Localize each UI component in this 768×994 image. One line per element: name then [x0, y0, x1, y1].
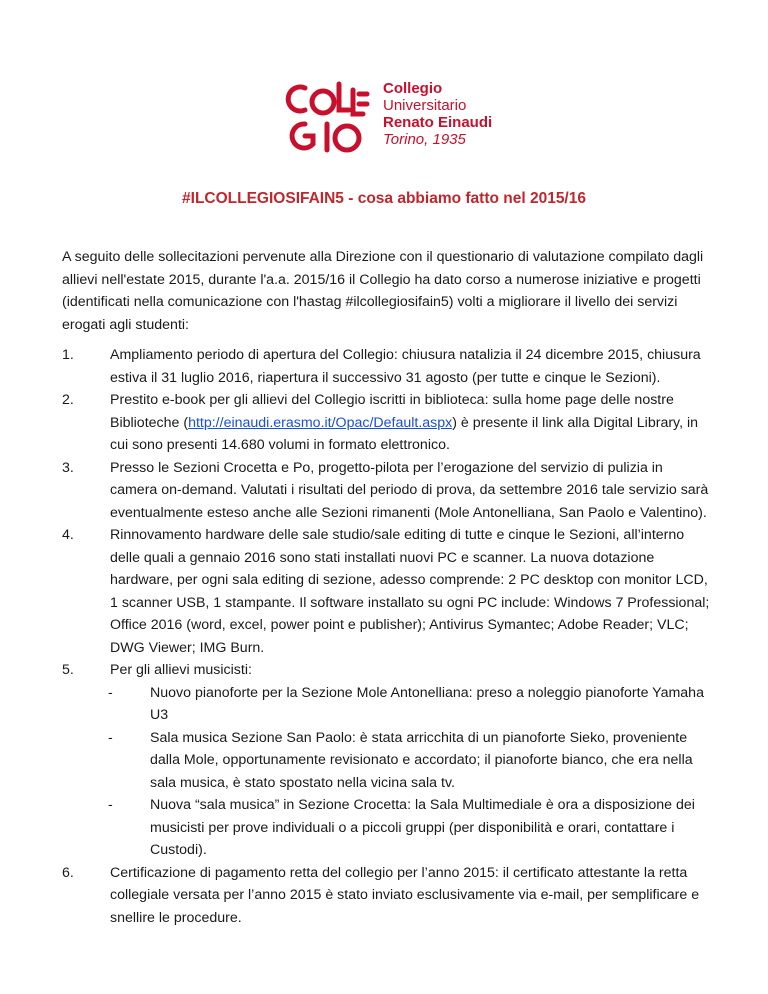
logo-wordmark — [383, 80, 492, 148]
dash-marker: - — [108, 797, 113, 813]
item-text: Presso le Sezioni Crocetta e Po, progetto-pilota per l’erogazione del servizio di pulizia in camera on-demand. Valutati i risultati del periodo di prova, da settembre 2016 tale servizio sarà eventualmente esteso anche alle Sezioni rimanenti (Mole Antonelliana, San Paolo e Valentino). — [110, 459, 709, 521]
dash-marker: - — [108, 729, 113, 746]
document-title: #ILCOLLEGIOSIFAIN5 - cosa abbiamo fatto nel 2015/16 — [182, 190, 586, 207]
list-item — [62, 457, 714, 525]
logo-line-1: Collegio — [383, 80, 443, 97]
dash-marker: - — [108, 684, 113, 701]
sublist-item — [110, 727, 714, 795]
college-logo — [283, 80, 493, 160]
logo-line-4: Torino, 1935 — [383, 131, 466, 148]
logo-line-3: Renato Einaudi — [383, 114, 493, 131]
sublist-item-text: Nuovo pianoforte per la Sezione Mole Antonelliana: preso a noleggio pianoforte Yamaha U3 — [150, 684, 704, 723]
logo-line-2: Universitario — [383, 97, 467, 114]
list-item — [62, 389, 714, 457]
sublist-item — [110, 682, 714, 727]
collegio-monogram-icon — [283, 80, 375, 160]
sublist-item — [110, 794, 714, 862]
item-text: Rinnovamento hardware delle sale studio/sale editing di tutte e cinque le Sezioni, all’interno delle quali a gennaio 2016 sono stati installati nuovi PC e scanner. La nuova dotazione hardware, per ogni sala editing di sezione, adesso comprende: 2 PC desktop con monitor LCD, 1 scanner USB, 1 stampante. Il software installato su ogni PC include: Windows 7 Professional; Office 2016 (word, excel, power point e publisher); Antivirus Symantec; Adobe Reader; VLC; DWG Viewer; IMG Burn. — [110, 527, 710, 656]
musicians-sublist — [110, 682, 714, 862]
item-number: 6. — [62, 864, 74, 881]
item-number: 2. — [62, 392, 74, 408]
digital-library-link[interactable]: http://einaudi.erasmo.it/Opac/Default.aspx — [188, 414, 453, 431]
item-text: Per gli allievi musicisti: — [110, 662, 252, 678]
item-text-before-link: Prestito e-book per gli allievi del Collegio iscritti in biblioteca: sulla home page delle nostre Biblioteche ( — [110, 392, 674, 431]
intro-paragraph: A seguito delle sollecitazioni pervenute alla Direzione con il questionario di valutazione compilato dagli allievi nell'estate 2015, durante l'a.a. 2015/16 il Collegio ha dato corso a numerose iniziative e progetti (identificati nella comunicazione con l'hastag #ilcollegiosifain5) volti a migliorare il livello dei servizi erogati agli studenti: — [62, 249, 704, 333]
initiatives-list — [62, 344, 714, 929]
item-number: 5. — [62, 662, 74, 678]
list-item — [62, 659, 714, 862]
item-number: 4. — [62, 527, 74, 543]
item-number: 3. — [62, 459, 74, 476]
item-number: 1. — [62, 347, 74, 363]
list-item — [62, 862, 714, 930]
sublist-item-text: Nuova “sala musica” in Sezione Crocetta: la Sala Multimediale è ora a disposizione dei musicisti per prove individuali o a piccoli gruppi (per disponibilità e orari, contattare i Custodi). — [150, 797, 695, 858]
list-item — [62, 344, 714, 389]
list-item — [62, 524, 714, 659]
item-text-after-link: ) è presente il link alla Digital Library, in cui sono presenti 14.680 volumi in formato elettronico. — [110, 414, 699, 453]
item-text: Certificazione di pagamento retta del collegio per l’anno 2015: il certificato attestante la retta collegiale versata per l’anno 2015 è stato inviato esclusivamente via e-mail, per semplificare e snellire le procedure. — [110, 864, 700, 926]
item-text: Ampliamento periodo di apertura del Collegio: chiusura natalizia il 24 dicembre 2015, chiusura estiva il 31 luglio 2016, riapertura il successivo 31 agosto (per tutte e cinque le Sezioni). — [110, 347, 701, 386]
sublist-item-text: Sala musica Sezione San Paolo: è stata arricchita di un pianoforte Sieko, proveniente dalla Mole, opportunamente revisionato e accordato; il pianoforte bianco, che era nella sala musica, è stato spostato nella vicina sala tv. — [150, 729, 693, 791]
